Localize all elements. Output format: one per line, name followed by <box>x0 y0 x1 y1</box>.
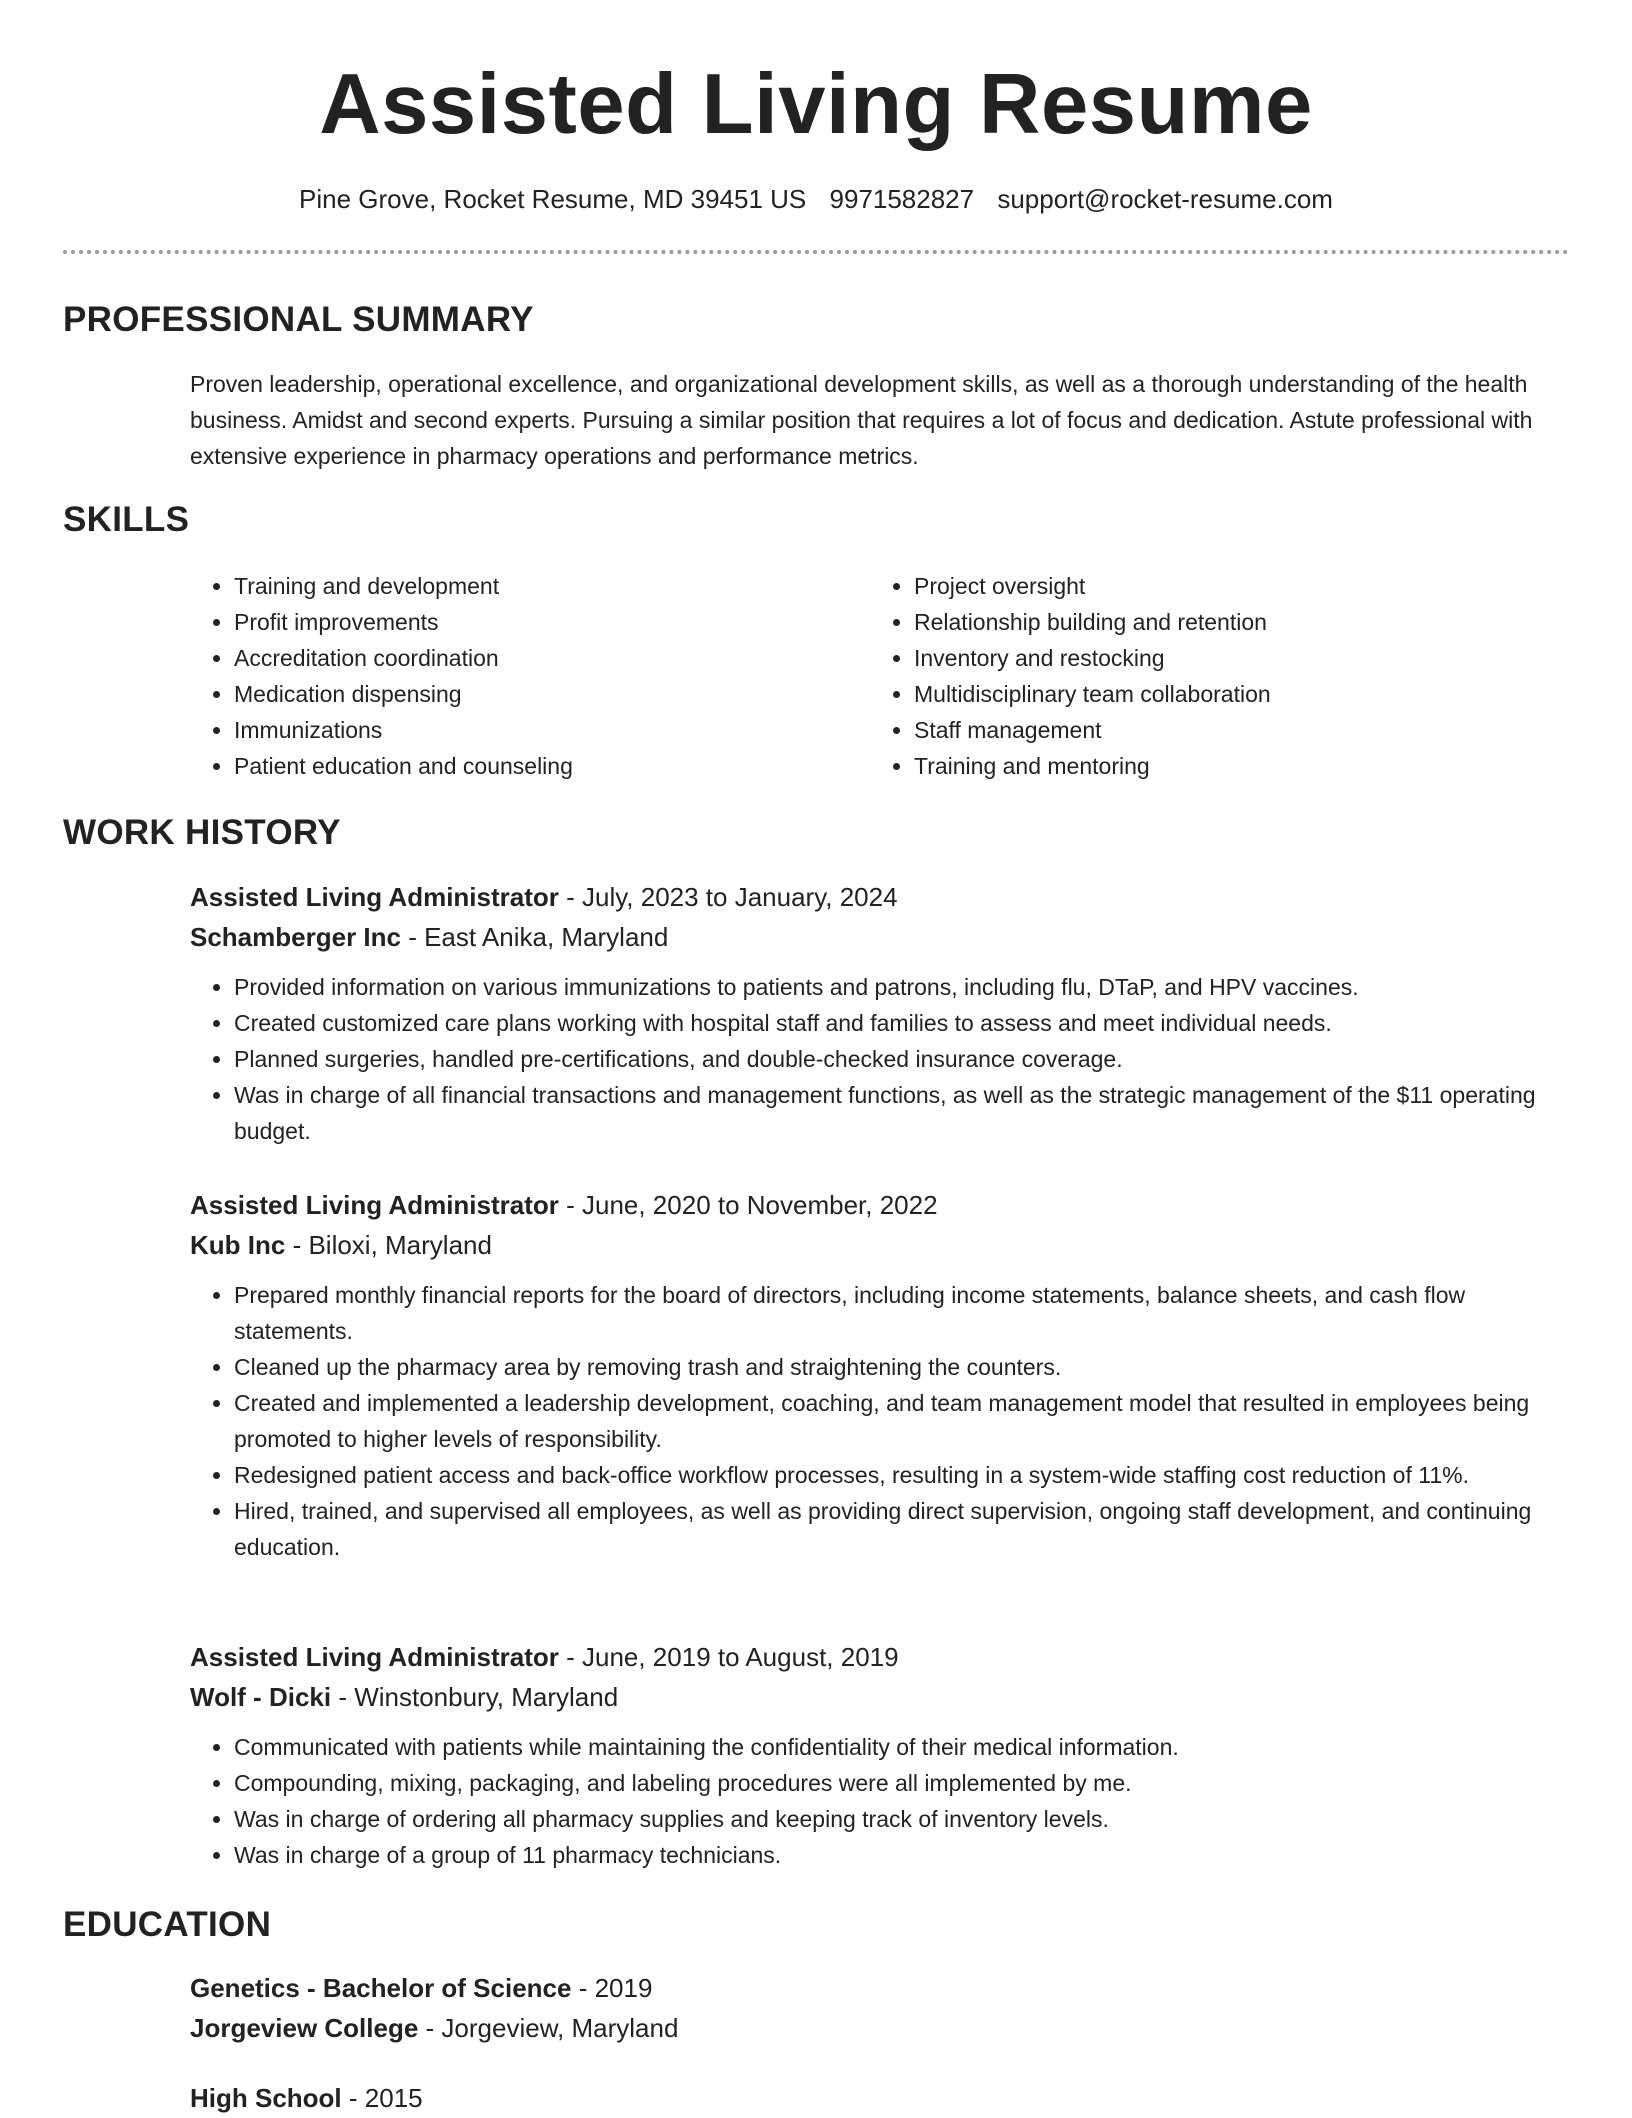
job-company-line <box>190 917 1570 957</box>
skill-item: • Immunizations <box>234 712 830 748</box>
job-bullet: • Redesigned patient access and back-office workflow processes, resulting in a system-wide staffing cost reduction of 11%. <box>234 1457 1570 1493</box>
job-title: Assisted Living Administrator <box>190 882 559 912</box>
job-entry <box>190 877 1570 1149</box>
education-school: Jorgeview College <box>190 2013 419 2043</box>
job-dates: - July, 2023 to January, 2024 <box>558 882 898 912</box>
skill-item: • Profit improvements <box>234 604 830 640</box>
job-entry <box>190 1637 1570 1873</box>
skills-heading: SKILLS <box>63 500 190 539</box>
job-bullet: • Created customized care plans working with hospital staff and families to assess and meet individual needs. <box>234 1005 1570 1041</box>
skill-item: • Staff management <box>914 712 1570 748</box>
contact-line <box>0 183 1632 215</box>
job-location: - East Anika, Maryland <box>400 922 669 952</box>
job-bullet: • Was in charge of a group of 11 pharmacy technicians. <box>234 1837 1570 1873</box>
skill-item: • Project oversight <box>914 568 1570 604</box>
work-history-heading: WORK HISTORY <box>63 813 341 852</box>
education-heading: EDUCATION <box>63 1905 272 1944</box>
job-location: - Winstonbury, Maryland <box>331 1682 619 1712</box>
job-bullet: • Was in charge of ordering all pharmacy supplies and keeping track of inventory levels. <box>234 1801 1570 1837</box>
education-degree-line <box>190 1968 1570 2008</box>
summary-text: Proven leadership, operational excellence, and organizational development skills, as well as a thorough understanding of the health business. Amidst and second experts. Pursuing a similar position that requires a lot of focus and dedication. Astute professional with extensive experience in pharmacy operations and performance metrics. <box>190 371 1533 469</box>
job-bullets <box>190 969 1570 1149</box>
header-divider <box>63 250 1569 254</box>
skill-item: • Inventory and restocking <box>914 640 1570 676</box>
contact-email: support@rocket-resume.com <box>997 184 1333 214</box>
job-bullet: • Communicated with patients while maintaining the confidentiality of their medical information. <box>234 1729 1570 1765</box>
job-location: - Biloxi, Maryland <box>285 1230 492 1260</box>
job-bullet: • Compounding, mixing, packaging, and labeling procedures were all implemented by me. <box>234 1765 1570 1801</box>
resume-title: Assisted Living Resume <box>319 57 1313 152</box>
job-bullet: • Hired, trained, and supervised all employees, as well as providing direct supervision, ongoing staff development, and continuing education. <box>234 1493 1570 1565</box>
skill-item: • Medication dispensing <box>234 676 830 712</box>
job-title-line <box>190 1185 1570 1225</box>
job-company-line <box>190 1677 1570 1717</box>
job-bullets <box>190 1277 1570 1565</box>
skill-item: • Accreditation coordination <box>234 640 830 676</box>
job-company: Schamberger Inc <box>190 922 401 952</box>
skills-list-left <box>190 568 830 784</box>
education-location: - Jorgeview, Maryland <box>418 2013 679 2043</box>
job-bullet: • Was in charge of all financial transactions and management functions, as well as the strategic management of the $11 operating budget. <box>234 1077 1570 1149</box>
job-bullets <box>190 1729 1570 1873</box>
contact-phone: 9971582827 <box>829 184 975 214</box>
job-dates: - June, 2019 to August, 2019 <box>558 1642 899 1672</box>
job-bullet: • Prepared monthly financial reports for the board of directors, including income statements, balance sheets, and cash flow statements. <box>234 1277 1570 1349</box>
job-bullet: • Planned surgeries, handled pre-certifications, and double-checked insurance coverage. <box>234 1041 1570 1077</box>
education-degree-line <box>190 2078 1570 2118</box>
job-bullet: • Provided information on various immunizations to patients and patrons, including flu, DTaP, and HPV vaccines. <box>234 969 1570 1005</box>
job-company: Kub Inc <box>190 1230 286 1260</box>
contact-address: Pine Grove, Rocket Resume, MD 39451 US <box>299 184 807 214</box>
education-entry <box>190 2078 1570 2118</box>
job-company-line <box>190 1225 1570 1265</box>
education-entry <box>190 1968 1570 2048</box>
skill-item: • Relationship building and retention <box>914 604 1570 640</box>
education-year: - 2015 <box>341 2083 423 2113</box>
education-degree: High School <box>190 2083 342 2113</box>
skill-item: • Multidisciplinary team collaboration <box>914 676 1570 712</box>
education-degree: Genetics - Bachelor of Science <box>190 1973 572 2003</box>
job-title: Assisted Living Administrator <box>190 1642 559 1672</box>
job-title: Assisted Living Administrator <box>190 1190 559 1220</box>
education-year: - 2019 <box>571 1973 653 2003</box>
job-company: Wolf - Dicki <box>190 1682 332 1712</box>
skill-item: • Patient education and counseling <box>234 748 830 784</box>
education-school-line <box>190 2008 1570 2048</box>
skill-item: • Training and mentoring <box>914 748 1570 784</box>
job-bullet: • Created and implemented a leadership development, coaching, and team management model that resulted in employees being promoted to higher levels of responsibility. <box>234 1385 1570 1457</box>
job-title-line <box>190 877 1570 917</box>
skill-item: • Training and development <box>234 568 830 604</box>
job-entry <box>190 1185 1570 1565</box>
job-dates: - June, 2020 to November, 2022 <box>558 1190 938 1220</box>
job-title-line <box>190 1637 1570 1677</box>
skills-list-right <box>870 568 1570 784</box>
job-bullet: • Cleaned up the pharmacy area by removing trash and straightening the counters. <box>234 1349 1570 1385</box>
summary-heading: PROFESSIONAL SUMMARY <box>63 300 534 339</box>
